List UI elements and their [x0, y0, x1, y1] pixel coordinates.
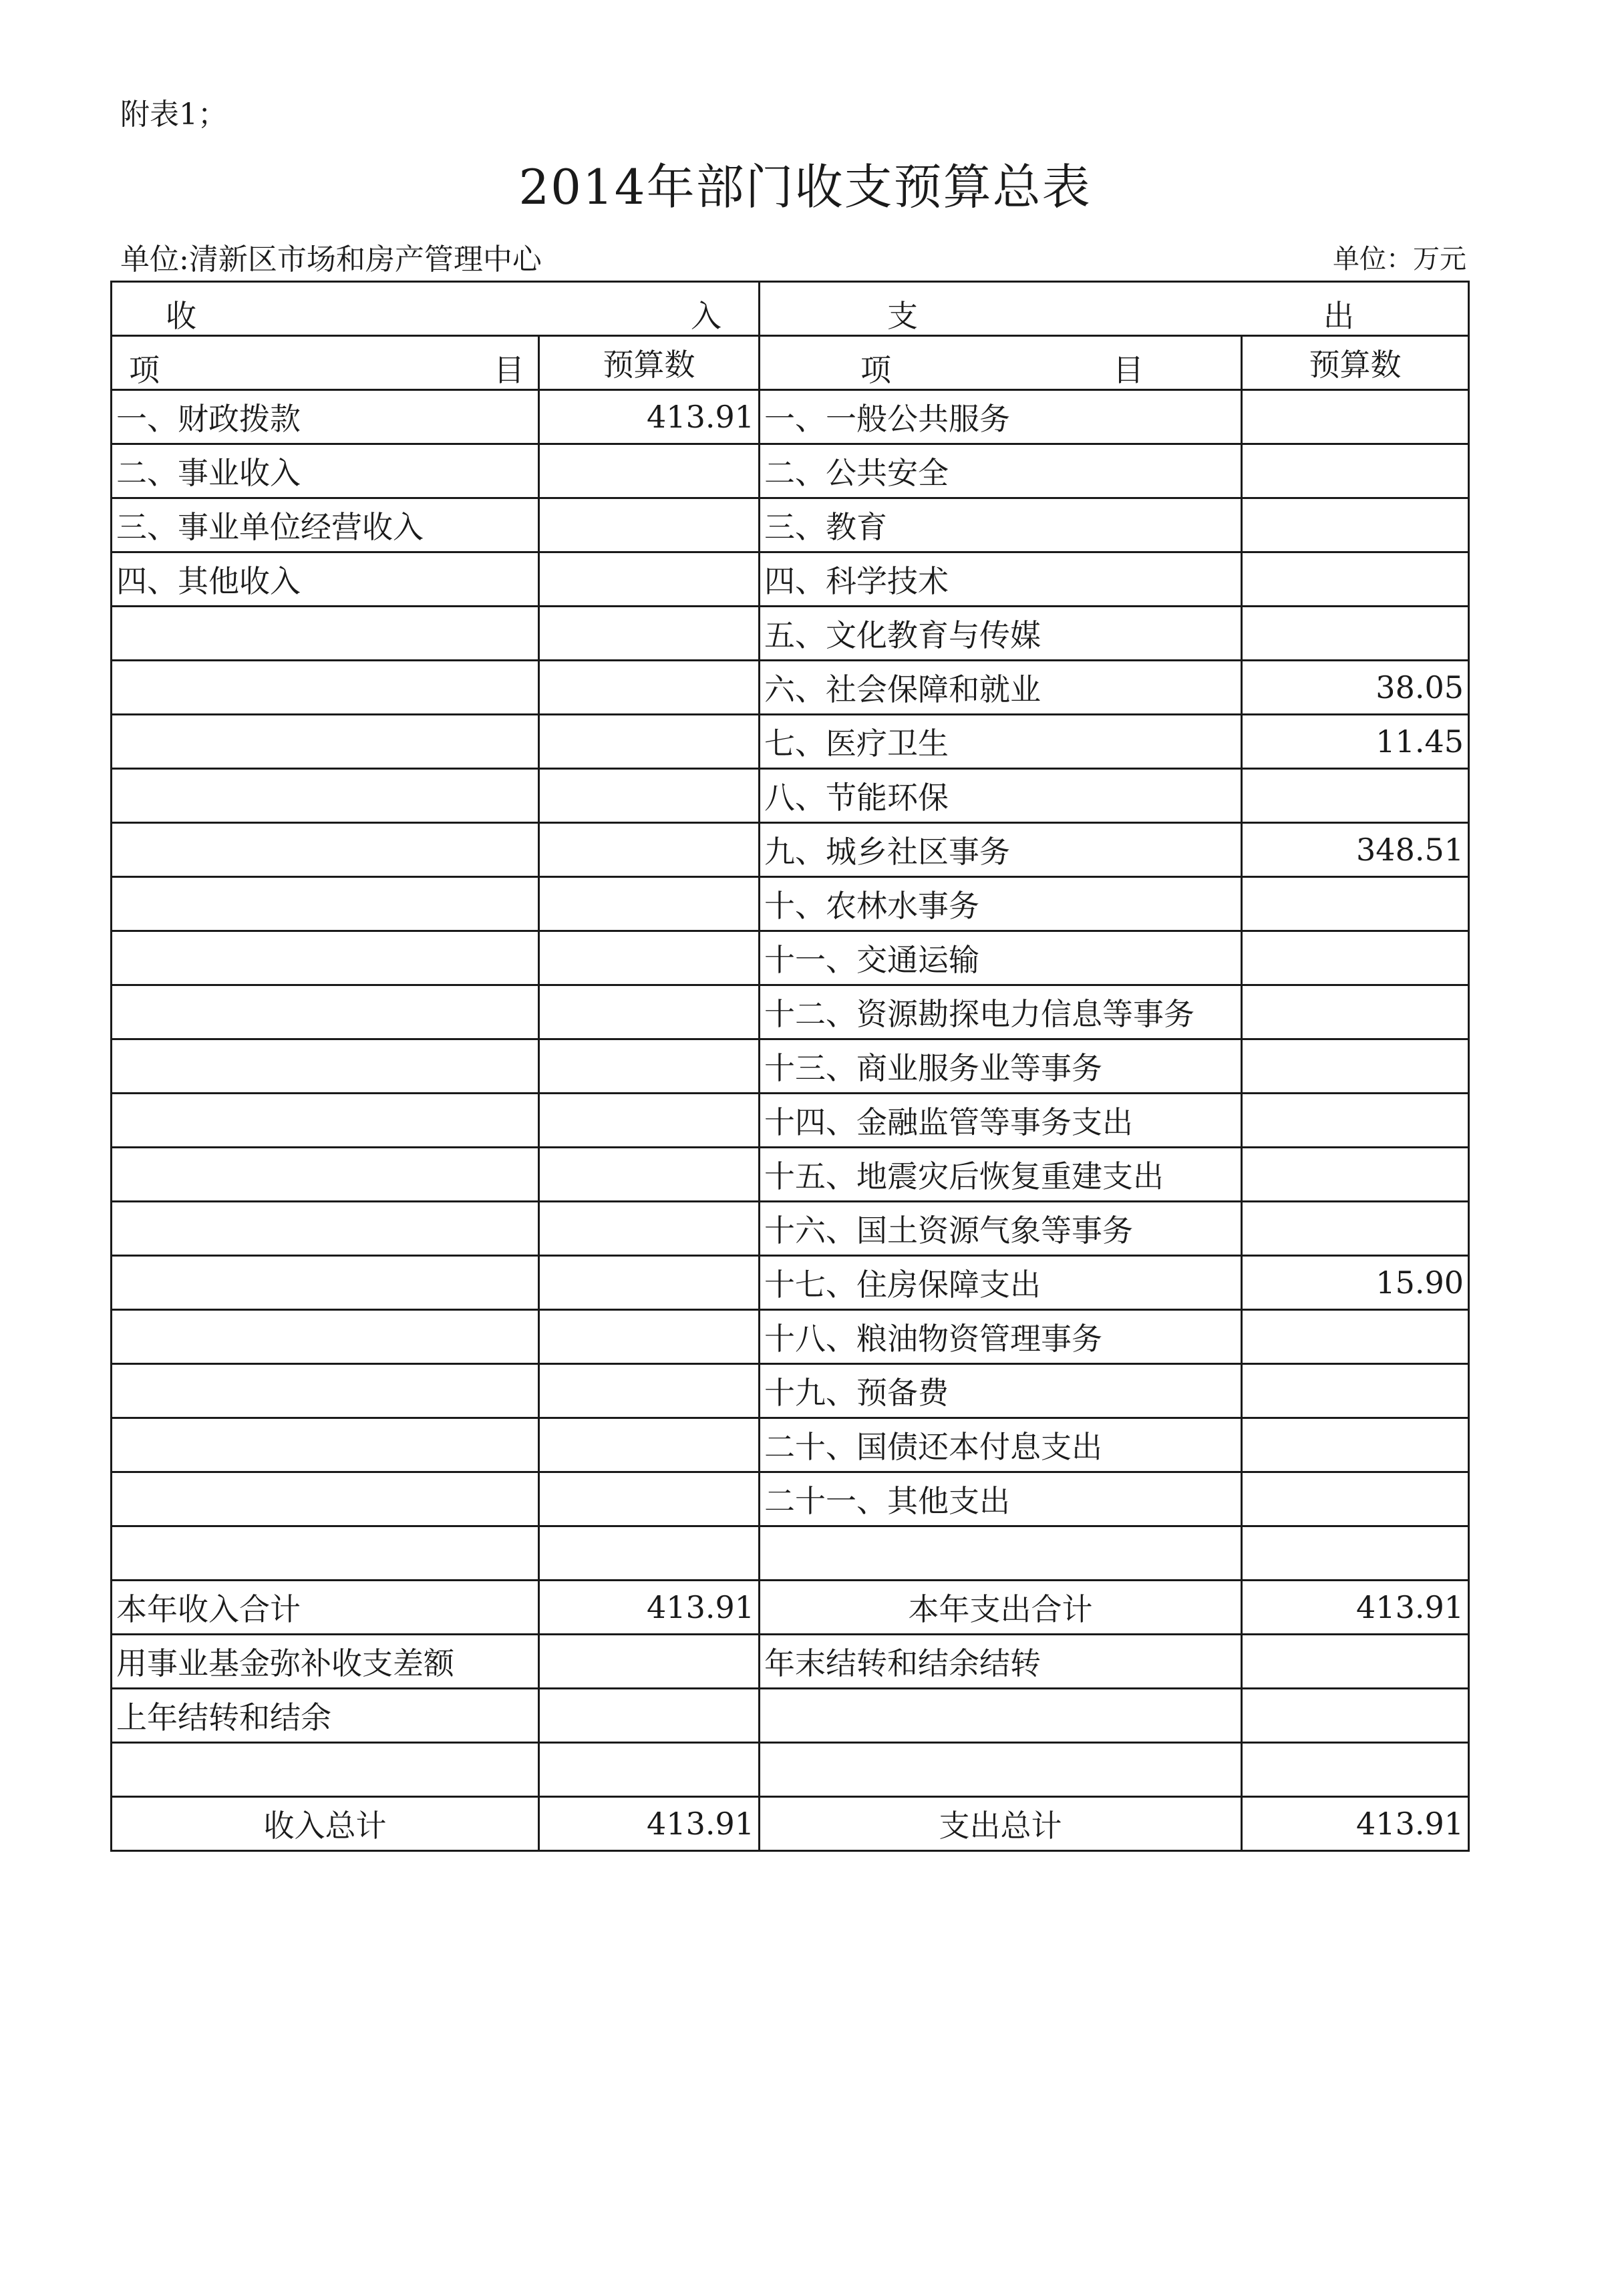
income-value-cell [539, 1689, 760, 1743]
expense-item-header [760, 336, 1242, 390]
income-value-cell [539, 1202, 760, 1256]
income-value-cell [539, 877, 760, 931]
expense-item-cell: 五、文化教育与传媒 [760, 607, 1242, 661]
income-item-cell [112, 985, 539, 1039]
expense-value-cell: 348.51 [1242, 823, 1469, 877]
table-row [112, 1202, 1469, 1256]
expense-item-header-right: 目 [1113, 352, 1144, 388]
expense-item-cell [760, 1526, 1242, 1581]
income-value-cell [539, 552, 760, 607]
expense-value-cell [1242, 444, 1469, 498]
income-grand-total-label: 收入总计 [112, 1797, 539, 1851]
expense-value-cell [1242, 1418, 1469, 1472]
year-total-row [112, 1581, 1469, 1635]
income-item-header-left: 项 [129, 352, 160, 388]
income-value-cell [539, 1094, 760, 1148]
expense-value-cell [1242, 1094, 1469, 1148]
expense-item-header-left: 项 [860, 352, 891, 388]
expense-item-cell: 八、节能环保 [760, 769, 1242, 823]
expense-section-header [760, 282, 1469, 336]
unit-organization: 单位:清新区市场和房产管理中心 [120, 242, 542, 277]
expense-value-cell [1242, 1743, 1469, 1797]
expense-value-cell [1242, 1364, 1469, 1418]
expense-grand-total-value: 413.91 [1242, 1797, 1469, 1851]
expense-item-cell: 十八、粮油物资管理事务 [760, 1310, 1242, 1364]
income-value-cell [539, 1256, 760, 1310]
income-item-header-right: 目 [494, 352, 524, 388]
income-item-cell: 一、财政拨款 [112, 390, 539, 444]
table-row [112, 715, 1469, 769]
table-row [112, 1689, 1469, 1743]
income-section-header [112, 282, 760, 336]
expense-header-left: 支 [887, 298, 918, 334]
expense-value-cell [1242, 1310, 1469, 1364]
income-item-cell [112, 1364, 539, 1418]
income-item-cell [112, 877, 539, 931]
income-item-cell [112, 1039, 539, 1094]
expense-item-cell: 十五、地震灾后恢复重建支出 [760, 1148, 1242, 1202]
table-row [112, 1310, 1469, 1364]
income-item-cell [112, 1310, 539, 1364]
expense-value-cell [1242, 390, 1469, 444]
income-value-cell [539, 985, 760, 1039]
income-value-cell [539, 1743, 760, 1797]
table-row [112, 985, 1469, 1039]
expense-value-cell [1242, 1526, 1469, 1581]
expense-item-cell: 十、农林水事务 [760, 877, 1242, 931]
table-row [112, 444, 1469, 498]
income-item-cell [112, 1526, 539, 1581]
income-item-cell: 用事业基金弥补收支差额 [112, 1635, 539, 1689]
expense-budget-header: 预算数 [1242, 336, 1469, 390]
attachment-note: 附表1； [120, 98, 227, 132]
income-value-cell [539, 498, 760, 552]
income-item-cell [112, 1202, 539, 1256]
expense-item-cell: 十九、预备费 [760, 1364, 1242, 1418]
page-title: 2014年部门收支预算总表 [518, 159, 1092, 215]
table-row [112, 877, 1469, 931]
expense-item-cell [760, 1743, 1242, 1797]
income-value-cell [539, 444, 760, 498]
income-value-cell [539, 823, 760, 877]
budget-table [110, 281, 1470, 1852]
income-item-cell [112, 661, 539, 715]
income-grand-total-value: 413.91 [539, 1797, 760, 1851]
expense-value-cell [1242, 877, 1469, 931]
expense-value-cell [1242, 1148, 1469, 1202]
income-item-cell [112, 1743, 539, 1797]
expense-value-cell: 11.45 [1242, 715, 1469, 769]
expense-item-cell: 二十、国债还本付息支出 [760, 1418, 1242, 1472]
expense-grand-total-label: 支出总计 [760, 1797, 1242, 1851]
table-row [112, 1094, 1469, 1148]
table-row [112, 931, 1469, 985]
table-row [112, 823, 1469, 877]
column-header-row [112, 336, 1469, 390]
expense-item-cell: 十四、金融监管等事务支出 [760, 1094, 1242, 1148]
income-value-cell [539, 1148, 760, 1202]
expense-item-cell: 十一、交通运输 [760, 931, 1242, 985]
table-row [112, 498, 1469, 552]
table-row [112, 1635, 1469, 1689]
income-item-cell: 二、事业收入 [112, 444, 539, 498]
unit-currency: 单位：万元 [1333, 244, 1466, 275]
income-item-cell: 上年结转和结余 [112, 1689, 539, 1743]
income-value-cell [539, 1526, 760, 1581]
income-value-cell [539, 1472, 760, 1526]
income-item-cell [112, 1256, 539, 1310]
expense-item-cell: 九、城乡社区事务 [760, 823, 1242, 877]
table-row [112, 1743, 1469, 1797]
expense-item-cell: 一、一般公共服务 [760, 390, 1242, 444]
expense-item-cell: 三、教育 [760, 498, 1242, 552]
table-row [112, 1039, 1469, 1094]
expense-item-cell: 十三、商业服务业等事务 [760, 1039, 1242, 1094]
expense-value-cell [1242, 1202, 1469, 1256]
expense-item-cell: 十七、住房保障支出 [760, 1256, 1242, 1310]
expense-value-cell [1242, 1689, 1469, 1743]
income-value-cell [539, 1310, 760, 1364]
expense-year-total-label: 本年支出合计 [760, 1581, 1242, 1635]
expense-item-cell: 六、社会保障和就业 [760, 661, 1242, 715]
income-value-cell [539, 1418, 760, 1472]
expense-value-cell [1242, 985, 1469, 1039]
income-header-right: 入 [691, 298, 721, 334]
income-item-cell [112, 931, 539, 985]
table-row [112, 1418, 1469, 1472]
income-value-cell [539, 607, 760, 661]
income-item-cell [112, 607, 539, 661]
expense-item-cell: 年末结转和结余结转 [760, 1635, 1242, 1689]
income-item-cell [112, 1094, 539, 1148]
expense-value-cell [1242, 607, 1469, 661]
income-value-cell [539, 1364, 760, 1418]
income-item-cell [112, 1418, 539, 1472]
table-row [112, 552, 1469, 607]
expense-item-cell: 十六、国土资源气象等事务 [760, 1202, 1242, 1256]
table-row [112, 1526, 1469, 1581]
expense-value-cell [1242, 769, 1469, 823]
expense-year-total-value: 413.91 [1242, 1581, 1469, 1635]
expense-value-cell [1242, 498, 1469, 552]
table-row [112, 607, 1469, 661]
income-value-cell [539, 661, 760, 715]
table-row [112, 1256, 1469, 1310]
expense-item-cell: 二、公共安全 [760, 444, 1242, 498]
expense-item-cell: 十二、资源勘探电力信息等事务 [760, 985, 1242, 1039]
expense-value-cell [1242, 1039, 1469, 1094]
income-budget-header: 预算数 [539, 336, 760, 390]
expense-item-cell [760, 1689, 1242, 1743]
expense-value-cell: 15.90 [1242, 1256, 1469, 1310]
income-value-cell [539, 769, 760, 823]
expense-value-cell: 38.05 [1242, 661, 1469, 715]
income-item-cell [112, 715, 539, 769]
income-value-cell [539, 1039, 760, 1094]
table-row [112, 1364, 1469, 1418]
table-row [112, 1148, 1469, 1202]
grand-total-row [112, 1797, 1469, 1851]
expense-item-cell: 二十一、其他支出 [760, 1472, 1242, 1526]
expense-value-cell [1242, 931, 1469, 985]
income-year-total-label: 本年收入合计 [112, 1581, 539, 1635]
income-year-total-value: 413.91 [539, 1581, 760, 1635]
income-value-cell [539, 931, 760, 985]
income-item-cell [112, 1148, 539, 1202]
income-item-cell: 三、事业单位经营收入 [112, 498, 539, 552]
section-header-row [112, 282, 1469, 336]
table-row [112, 661, 1469, 715]
income-value-cell: 413.91 [539, 390, 760, 444]
expense-value-cell [1242, 552, 1469, 607]
expense-header-right: 出 [1323, 298, 1354, 334]
expense-item-cell: 七、医疗卫生 [760, 715, 1242, 769]
income-value-cell [539, 1635, 760, 1689]
expense-item-cell: 四、科学技术 [760, 552, 1242, 607]
income-item-cell: 四、其他收入 [112, 552, 539, 607]
table-row [112, 1472, 1469, 1526]
income-item-cell [112, 769, 539, 823]
table-row [112, 390, 1469, 444]
expense-value-cell [1242, 1635, 1469, 1689]
income-item-header [112, 336, 539, 390]
income-item-cell [112, 1472, 539, 1526]
income-item-cell [112, 823, 539, 877]
expense-value-cell [1242, 1472, 1469, 1526]
table-row [112, 769, 1469, 823]
income-value-cell [539, 715, 760, 769]
income-header-left: 收 [166, 298, 196, 334]
